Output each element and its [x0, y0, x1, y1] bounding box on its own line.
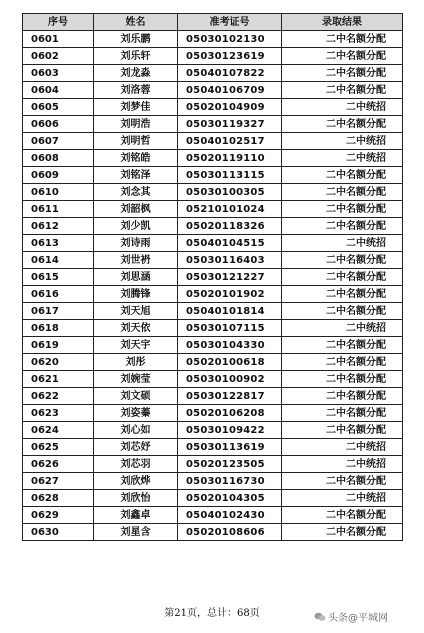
- cell-name: 刘星含: [94, 524, 178, 541]
- cell-exam-id: 05020104305: [178, 490, 282, 507]
- cell-seq: 0622: [23, 388, 94, 405]
- cell-exam-id: 05030104330: [178, 337, 282, 354]
- cell-seq: 0630: [23, 524, 94, 541]
- cell-name: 刘天依: [94, 320, 178, 337]
- cell-result: 二中统招: [282, 456, 403, 473]
- table-row: [23, 371, 403, 388]
- cell-exam-id: 05020106208: [178, 405, 282, 422]
- cell-name: 刘明哲: [94, 133, 178, 150]
- header-seq: 序号: [23, 14, 94, 31]
- cell-exam-id: 05030116403: [178, 252, 282, 269]
- cell-exam-id: 05020119110: [178, 150, 282, 167]
- cell-seq: 0609: [23, 167, 94, 184]
- cell-seq: 0601: [23, 31, 94, 48]
- watermark-text: 头条@平城网: [328, 613, 388, 624]
- cell-name: 刘天旭: [94, 303, 178, 320]
- cell-exam-id: 05030119327: [178, 116, 282, 133]
- cell-result: 二中名额分配: [282, 524, 403, 541]
- cell-name: 刘乐鹏: [94, 31, 178, 48]
- table-row: [23, 269, 403, 286]
- cell-result: 二中名额分配: [282, 286, 403, 303]
- cell-result: 二中名额分配: [282, 422, 403, 439]
- table-row: [23, 439, 403, 456]
- cell-seq: 0621: [23, 371, 94, 388]
- cell-result: 二中名额分配: [282, 31, 403, 48]
- table-row: [23, 507, 403, 524]
- cell-exam-id: 05020104909: [178, 99, 282, 116]
- cell-name: 刘梦佳: [94, 99, 178, 116]
- cell-result: 二中统招: [282, 235, 403, 252]
- cell-seq: 0603: [23, 65, 94, 82]
- cell-exam-id: 05030122817: [178, 388, 282, 405]
- cell-seq: 0610: [23, 184, 94, 201]
- cell-result: 二中名额分配: [282, 252, 403, 269]
- table-header-row: [23, 14, 403, 31]
- cell-exam-id: 05210101024: [178, 201, 282, 218]
- cell-name: 刘明浩: [94, 116, 178, 133]
- cell-exam-id: 05040102430: [178, 507, 282, 524]
- table-row: [23, 218, 403, 235]
- cell-seq: 0619: [23, 337, 94, 354]
- cell-result: 二中统招: [282, 439, 403, 456]
- cell-exam-id: 05030113619: [178, 439, 282, 456]
- cell-result: 二中名额分配: [282, 82, 403, 99]
- cell-exam-id: 05030100902: [178, 371, 282, 388]
- table-row: [23, 167, 403, 184]
- cell-seq: 0617: [23, 303, 94, 320]
- cell-result: 二中名额分配: [282, 218, 403, 235]
- table-row: [23, 456, 403, 473]
- cell-name: 刘韶枫: [94, 201, 178, 218]
- table-row: [23, 82, 403, 99]
- cell-exam-id: 05040106709: [178, 82, 282, 99]
- cell-result: 二中名额分配: [282, 116, 403, 133]
- cell-result: 二中统招: [282, 133, 403, 150]
- header-name: 姓名: [94, 14, 178, 31]
- cell-result: 二中名额分配: [282, 473, 403, 490]
- cell-name: 刘腾锋: [94, 286, 178, 303]
- table-row: [23, 405, 403, 422]
- table-row: [23, 48, 403, 65]
- cell-seq: 0628: [23, 490, 94, 507]
- cell-exam-id: 05020108606: [178, 524, 282, 541]
- table-row: [23, 252, 403, 269]
- cell-name: 刘龙淼: [94, 65, 178, 82]
- cell-name: 刘洛蓉: [94, 82, 178, 99]
- table-row: [23, 99, 403, 116]
- cell-exam-id: 05040107822: [178, 65, 282, 82]
- cell-name: 刘铭皓: [94, 150, 178, 167]
- cell-exam-id: 05020123505: [178, 456, 282, 473]
- cell-result: 二中名额分配: [282, 354, 403, 371]
- cell-name: 刘姿蓁: [94, 405, 178, 422]
- header-exam-id: 准考证号: [178, 14, 282, 31]
- cell-exam-id: 05030113115: [178, 167, 282, 184]
- cell-seq: 0623: [23, 405, 94, 422]
- cell-seq: 0604: [23, 82, 94, 99]
- table-row: [23, 473, 403, 490]
- cell-result: 二中统招: [282, 320, 403, 337]
- cell-name: 刘铭泽: [94, 167, 178, 184]
- page-footer: 第21页，总计：68页: [164, 608, 260, 619]
- cell-exam-id: 05040101814: [178, 303, 282, 320]
- cell-result: 二中名额分配: [282, 65, 403, 82]
- cell-seq: 0605: [23, 99, 94, 116]
- cell-result: 二中名额分配: [282, 201, 403, 218]
- cell-name: 刘心如: [94, 422, 178, 439]
- table-row: [23, 31, 403, 48]
- cell-name: 刘鑫卓: [94, 507, 178, 524]
- cell-seq: 0620: [23, 354, 94, 371]
- cell-exam-id: 05030102130: [178, 31, 282, 48]
- cell-exam-id: 05020101902: [178, 286, 282, 303]
- cell-name: 刘少凯: [94, 218, 178, 235]
- cell-seq: 0613: [23, 235, 94, 252]
- table-row: [23, 354, 403, 371]
- cell-name: 刘芯羽: [94, 456, 178, 473]
- cell-exam-id: 05040104515: [178, 235, 282, 252]
- table-row: [23, 184, 403, 201]
- cell-seq: 0606: [23, 116, 94, 133]
- cell-result: 二中名额分配: [282, 337, 403, 354]
- table-row: [23, 235, 403, 252]
- cell-name: 刘婉莹: [94, 371, 178, 388]
- table-row: [23, 422, 403, 439]
- cell-seq: 0625: [23, 439, 94, 456]
- cell-result: 二中统招: [282, 490, 403, 507]
- cell-seq: 0614: [23, 252, 94, 269]
- cell-exam-id: 05030121227: [178, 269, 282, 286]
- cell-result: 二中名额分配: [282, 371, 403, 388]
- cell-result: 二中名额分配: [282, 405, 403, 422]
- cell-exam-id: 05030100305: [178, 184, 282, 201]
- table-row: [23, 201, 403, 218]
- cell-seq: 0611: [23, 201, 94, 218]
- cell-seq: 0612: [23, 218, 94, 235]
- wechat-logo-icon: [314, 612, 326, 622]
- cell-exam-id: 05030107115: [178, 320, 282, 337]
- cell-result: 二中名额分配: [282, 269, 403, 286]
- watermark: [314, 609, 388, 624]
- cell-name: 刘欣烨: [94, 473, 178, 490]
- cell-seq: 0607: [23, 133, 94, 150]
- cell-name: 刘芯妤: [94, 439, 178, 456]
- header-result: 录取结果: [282, 14, 403, 31]
- cell-result: 二中名额分配: [282, 388, 403, 405]
- cell-name: 刘诗雨: [94, 235, 178, 252]
- cell-result: 二中名额分配: [282, 167, 403, 184]
- cell-result: 二中名额分配: [282, 48, 403, 65]
- cell-name: 刘思涵: [94, 269, 178, 286]
- table-row: [23, 524, 403, 541]
- cell-result: 二中统招: [282, 99, 403, 116]
- cell-seq: 0608: [23, 150, 94, 167]
- cell-name: 刘文硕: [94, 388, 178, 405]
- cell-result: 二中名额分配: [282, 507, 403, 524]
- cell-name: 刘彤: [94, 354, 178, 371]
- cell-exam-id: 05020118326: [178, 218, 282, 235]
- cell-seq: 0624: [23, 422, 94, 439]
- cell-exam-id: 05020100618: [178, 354, 282, 371]
- cell-name: 刘世袇: [94, 252, 178, 269]
- cell-seq: 0602: [23, 48, 94, 65]
- cell-name: 刘念其: [94, 184, 178, 201]
- cell-exam-id: 05030109422: [178, 422, 282, 439]
- cell-seq: 0629: [23, 507, 94, 524]
- cell-result: 二中名额分配: [282, 184, 403, 201]
- table-row: [23, 490, 403, 507]
- cell-result: 二中名额分配: [282, 303, 403, 320]
- table-row: [23, 320, 403, 337]
- cell-exam-id: 05030116730: [178, 473, 282, 490]
- cell-result: 二中统招: [282, 150, 403, 167]
- cell-seq: 0627: [23, 473, 94, 490]
- cell-seq: 0616: [23, 286, 94, 303]
- table-row: [23, 150, 403, 167]
- cell-exam-id: 05040102517: [178, 133, 282, 150]
- cell-seq: 0618: [23, 320, 94, 337]
- table-row: [23, 133, 403, 150]
- table-row: [23, 388, 403, 405]
- table-row: [23, 303, 403, 320]
- table-row: [23, 65, 403, 82]
- cell-name: 刘乐轩: [94, 48, 178, 65]
- admission-results-table: [22, 13, 403, 541]
- table-row: [23, 337, 403, 354]
- cell-seq: 0626: [23, 456, 94, 473]
- cell-seq: 0615: [23, 269, 94, 286]
- table-row: [23, 116, 403, 133]
- cell-name: 刘天宇: [94, 337, 178, 354]
- cell-name: 刘欣怡: [94, 490, 178, 507]
- table-row: [23, 286, 403, 303]
- cell-exam-id: 05030123619: [178, 48, 282, 65]
